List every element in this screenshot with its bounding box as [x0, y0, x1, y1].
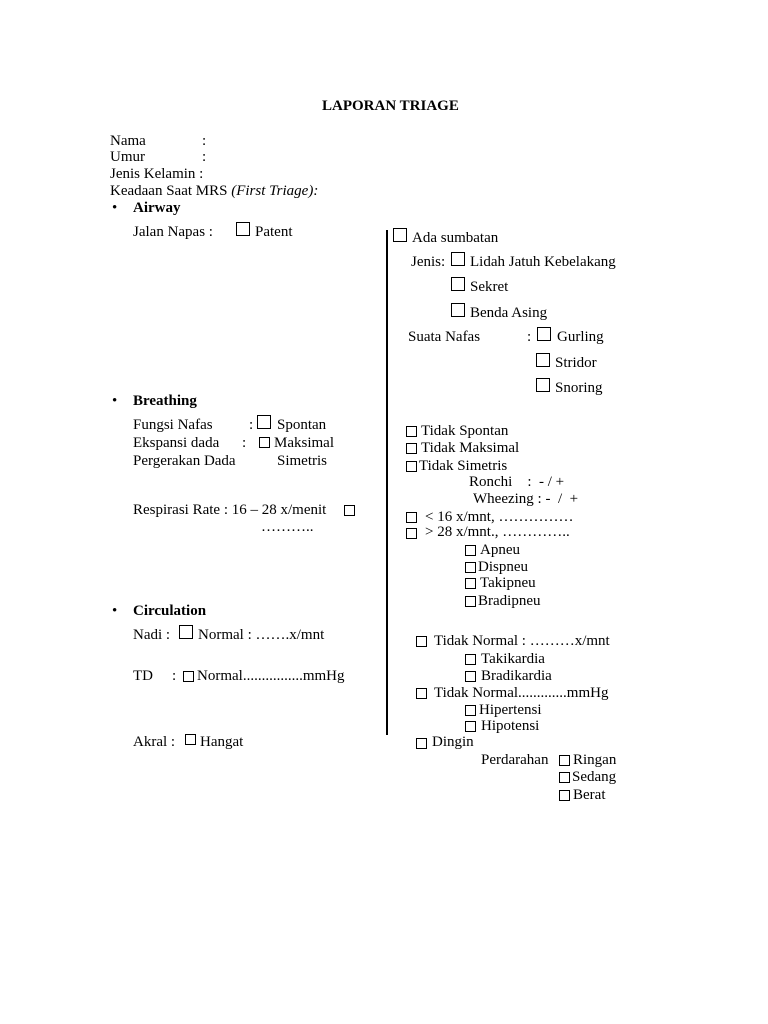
lt16-checkbox[interactable] — [406, 512, 417, 523]
dispneu-label: Dispneu — [478, 559, 528, 575]
takikardia-checkbox[interactable] — [465, 654, 476, 665]
nadi-normal-checkbox[interactable] — [179, 625, 193, 639]
apneu-label: Apneu — [480, 542, 520, 558]
umur-colon: : — [202, 149, 207, 165]
td-tidak-normal-label: Tidak Normal.............mmHg — [434, 685, 609, 701]
hangat-label: Hangat — [200, 734, 244, 750]
snoring-label: Snoring — [555, 380, 603, 396]
nama-colon: : — [202, 133, 207, 149]
apneu-checkbox[interactable] — [465, 545, 476, 556]
bradikardia-checkbox[interactable] — [465, 671, 476, 682]
maksimal-label: Maksimal — [274, 435, 334, 451]
patent-checkbox[interactable] — [236, 222, 250, 236]
tidak-spontan-checkbox[interactable] — [406, 426, 417, 437]
keadaan-text: Keadaan Saat MRS — [110, 183, 228, 199]
respirasi-dots: ……….. — [261, 519, 314, 535]
nadi-tidak-normal-label: Tidak Normal : ………x/mnt — [434, 633, 610, 649]
snoring-checkbox[interactable] — [536, 378, 550, 392]
ringan-label: Ringan — [573, 752, 617, 768]
berat-checkbox[interactable] — [559, 790, 570, 801]
stridor-checkbox[interactable] — [536, 353, 550, 367]
tidak-maksimal-checkbox[interactable] — [406, 443, 417, 454]
sekret-checkbox[interactable] — [451, 277, 465, 291]
tidak-simetris-checkbox[interactable] — [406, 461, 417, 472]
stridor-label: Stridor — [555, 355, 597, 371]
airway-bullet: • — [112, 200, 118, 216]
spontan-checkbox[interactable] — [257, 415, 271, 429]
sedang-checkbox[interactable] — [559, 772, 570, 783]
bradipneu-label: Bradipneu — [478, 593, 541, 609]
sekret-label: Sekret — [470, 279, 509, 295]
page-title: LAPORAN TRIAGE — [322, 98, 459, 114]
hipotensi-checkbox[interactable] — [465, 721, 476, 732]
respirasi-rate-label: Respirasi Rate : 16 – 28 x/menit — [133, 502, 327, 518]
column-divider — [386, 230, 388, 735]
dingin-checkbox[interactable] — [416, 738, 427, 749]
circulation-heading: Circulation — [133, 603, 207, 619]
akral-label: Akral : — [133, 734, 176, 750]
benda-asing-checkbox[interactable] — [451, 303, 465, 317]
bradipneu-checkbox[interactable] — [465, 596, 476, 607]
pergerakan-dada-label: Pergerakan Dada — [133, 453, 236, 469]
tidak-maksimal-label: Tidak Maksimal — [421, 440, 520, 456]
td-normal-checkbox[interactable] — [183, 671, 194, 682]
tidak-spontan-label: Tidak Spontan — [421, 423, 509, 439]
nadi-label: Nadi : — [133, 627, 171, 643]
ada-sumbatan-checkbox[interactable] — [393, 228, 407, 242]
takipneu-label: Takipneu — [480, 575, 536, 591]
gurling-checkbox[interactable] — [537, 327, 551, 341]
wheezing-text: Wheezing : - / + — [473, 491, 579, 507]
ada-sumbatan-label: Ada sumbatan — [412, 230, 499, 246]
benda-asing-label: Benda Asing — [470, 305, 548, 321]
fungsi-nafas-label: Fungsi Nafas — [133, 417, 213, 433]
circulation-bullet: • — [112, 603, 118, 619]
hipertensi-label: Hipertensi — [479, 702, 542, 718]
keadaan-label — [110, 184, 318, 199]
lt16-label: < 16 x/mnt, …………… — [425, 509, 574, 525]
takipneu-checkbox[interactable] — [465, 578, 476, 589]
jenis-label: Jenis: — [411, 254, 446, 270]
breathing-bullet: • — [112, 393, 118, 409]
td-normal-label: Normal................mmHg — [197, 668, 345, 684]
umur-label: Umur — [110, 149, 145, 165]
dispneu-checkbox[interactable] — [465, 562, 476, 573]
lidah-checkbox[interactable] — [451, 252, 465, 266]
spontan-label: Spontan — [277, 417, 327, 433]
ronchi-text: Ronchi : - / + — [469, 474, 565, 490]
jenis-kelamin-label: Jenis Kelamin : — [110, 166, 204, 182]
gurling-label: Gurling — [557, 329, 604, 345]
breathing-heading: Breathing — [133, 393, 197, 409]
gt28-checkbox[interactable] — [406, 528, 417, 539]
td-label: TD — [133, 668, 153, 684]
berat-label: Berat — [573, 787, 606, 803]
hangat-checkbox[interactable] — [185, 734, 196, 745]
simetris-label: Simetris — [277, 453, 328, 469]
dingin-label: Dingin — [432, 734, 474, 750]
hipotensi-label: Hipotensi — [481, 718, 540, 734]
td-tidak-normal-checkbox[interactable] — [416, 688, 427, 699]
suata-nafas-label: Suata Nafas — [408, 329, 481, 345]
lidah-label: Lidah Jatuh Kebelakang — [470, 254, 616, 270]
perdarahan-label: Perdarahan — [481, 752, 549, 768]
takikardia-label: Takikardia — [481, 651, 545, 667]
fungsi-nafas-colon: : — [249, 417, 254, 433]
suata-nafas-colon: : — [527, 329, 532, 345]
td-colon: : — [172, 668, 177, 684]
ringan-checkbox[interactable] — [559, 755, 570, 766]
airway-heading: Airway — [133, 200, 181, 216]
nadi-normal-label: Normal : …….x/mnt — [198, 627, 325, 643]
tidak-simetris-label: Tidak Simetris — [419, 458, 508, 474]
gt28-label: > 28 x/mnt., ………….. — [425, 524, 570, 540]
hipertensi-checkbox[interactable] — [465, 705, 476, 716]
maksimal-checkbox[interactable] — [259, 437, 270, 448]
sedang-label: Sedang — [572, 769, 617, 785]
respirasi-normal-checkbox[interactable] — [344, 505, 355, 516]
nadi-tidak-normal-checkbox[interactable] — [416, 636, 427, 647]
jalan-napas-label: Jalan Napas : — [133, 224, 213, 240]
ekspansi-dada-colon: : — [242, 435, 247, 451]
bradikardia-label: Bradikardia — [481, 668, 552, 684]
first-triage-text: (First Triage): — [231, 183, 319, 199]
patent-label: Patent — [255, 224, 293, 240]
ekspansi-dada-label: Ekspansi dada — [133, 435, 220, 451]
nama-label: Nama — [110, 133, 146, 149]
